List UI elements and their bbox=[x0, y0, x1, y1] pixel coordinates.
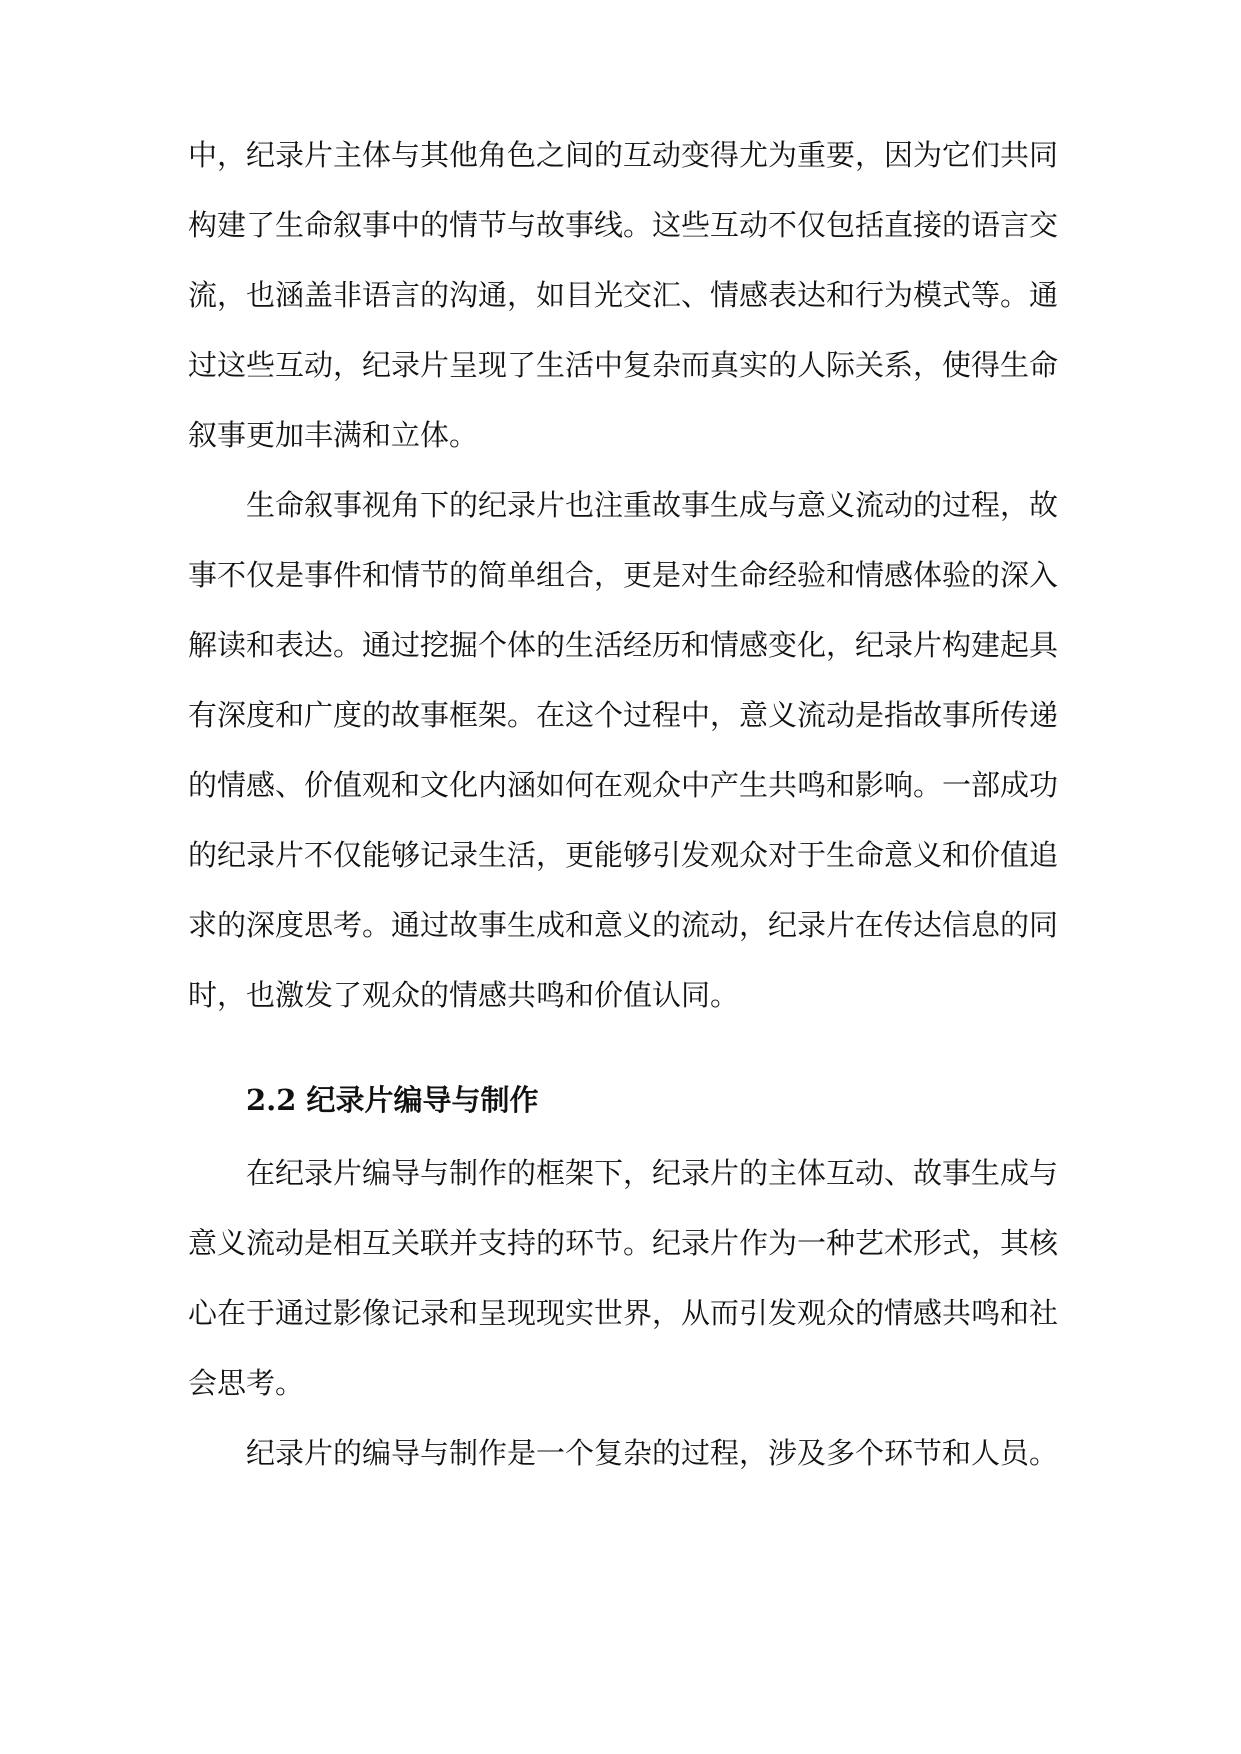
paragraph-2-line-7: 求的深度思考。通过故事生成和意义的流动，纪录片在传达信息的同 bbox=[188, 908, 1059, 942]
paragraph-2-line-2: 事不仅是事件和情节的简单组合，更是对生命经验和情感体验的深入 bbox=[188, 558, 1059, 592]
paragraph-1-line-2: 构建了生命叙事中的情节与故事线。这些互动不仅包括直接的语言交 bbox=[188, 208, 1059, 242]
section-paragraph-1-line-3: 心在于通过影像记录和呈现现实世界，从而引发观众的情感共鸣和社 bbox=[188, 1296, 1059, 1330]
paragraph-2-line-4: 有深度和广度的故事框架。在这个过程中，意义流动是指故事所传递 bbox=[188, 698, 1059, 732]
section-paragraph-1-line-4: 会思考。 bbox=[188, 1366, 305, 1400]
section-paragraph-2-line-1: 纪录片的编导与制作是一个复杂的过程，涉及多个环节和人员。 bbox=[246, 1436, 1059, 1470]
section-paragraph-1-line-1: 在纪录片编导与制作的框架下，纪录片的主体互动、故事生成与 bbox=[246, 1156, 1059, 1190]
paragraph-2-line-1: 生命叙事视角下的纪录片也注重故事生成与意义流动的过程，故 bbox=[246, 488, 1059, 522]
paragraph-1-line-5: 叙事更加丰满和立体。 bbox=[188, 418, 479, 452]
paragraph-2-line-5: 的情感、价值观和文化内涵如何在观众中产生共鸣和影响。一部成功 bbox=[188, 768, 1059, 802]
paragraph-2-line-8: 时，也激发了观众的情感共鸣和价值认同。 bbox=[188, 978, 740, 1012]
section-paragraph-1-line-2: 意义流动是相互关联并支持的环节。纪录片作为一种艺术形式，其核 bbox=[188, 1226, 1059, 1260]
paragraph-2-line-3: 解读和表达。通过挖掘个体的生活经历和情感变化，纪录片构建起具 bbox=[188, 628, 1059, 662]
paragraph-1-line-1: 中，纪录片主体与其他角色之间的互动变得尤为重要，因为它们共同 bbox=[188, 138, 1059, 172]
paragraph-1-line-3: 流，也涵盖非语言的沟通，如目光交汇、情感表达和行为模式等。通 bbox=[188, 278, 1059, 312]
paragraph-2-line-6: 的纪录片不仅能够记录生活，更能够引发观众对于生命意义和价值追 bbox=[188, 838, 1059, 872]
section-heading: 2.2 纪录片编导与制作 bbox=[246, 1083, 539, 1117]
paragraph-1-line-4: 过这些互动，纪录片呈现了生活中复杂而真实的人际关系，使得生命 bbox=[188, 348, 1059, 382]
